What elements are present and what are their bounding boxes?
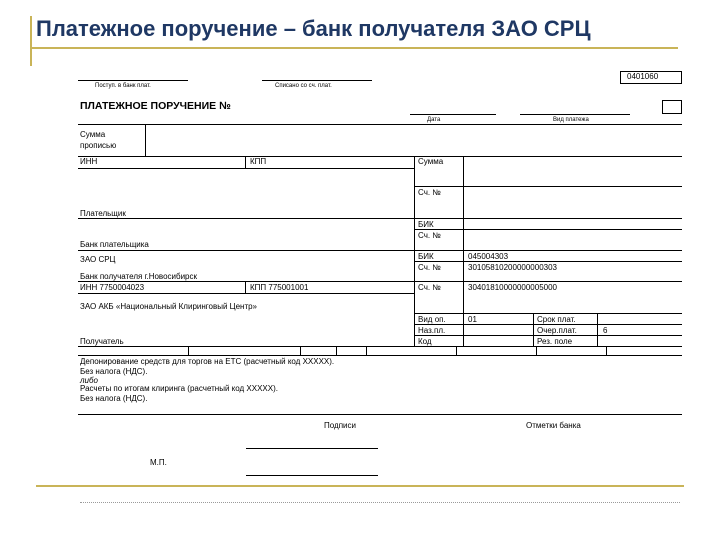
recipient-bik-value: 045004303 — [468, 252, 509, 261]
op-type-top-line — [414, 313, 682, 314]
main-vertical-divider — [414, 156, 415, 346]
payer-inn-label: ИНН — [80, 157, 98, 166]
label-value-divider — [463, 156, 464, 346]
payer-corr-account-label: Сч. № — [418, 231, 441, 240]
op-type-bottom-line — [414, 324, 682, 325]
code-label: Код — [418, 337, 432, 346]
recipient-inn-divider — [245, 281, 246, 293]
payer-inn-divider — [245, 156, 246, 168]
recipient-bank-bottom-line — [78, 281, 682, 282]
recipient-bank-name: ЗАО АКБ «Национальный Клиринговый Центр» — [80, 302, 258, 311]
priority-label: Очер.плат. — [537, 326, 577, 335]
tax-strip-bottom-line — [78, 355, 682, 356]
footer-dotted-line — [80, 502, 680, 503]
recipient-inn: ИНН 7750004023 — [80, 283, 145, 292]
recipient-bik-line — [414, 261, 682, 262]
recipient-label: Получатель — [80, 337, 124, 346]
tax-cell-divider-7 — [606, 346, 607, 355]
purpose-code-bottom-line — [414, 335, 682, 336]
bank-marks-label: Отметки банка — [526, 421, 581, 430]
tax-cell-divider-3 — [336, 346, 337, 355]
sum-words-bottom-line — [78, 156, 682, 157]
purpose-line-2: Без налога (НДС). — [80, 367, 148, 376]
signature-line-2 — [246, 475, 378, 476]
form-code: 0401060 — [627, 72, 659, 81]
purpose-or: либо — [80, 376, 98, 385]
sum-words-label-2: прописью — [80, 141, 117, 150]
payer-row-bottom-line — [78, 218, 682, 219]
tax-cell-divider-6 — [536, 346, 537, 355]
sum-words-label-1: Сумма — [80, 130, 106, 139]
tax-cell-divider-2 — [300, 346, 301, 355]
tax-cell-divider-5 — [456, 346, 457, 355]
purpose-line-3: Расчеты по итогам клиринга (расчетный код ХХХХХ). — [80, 384, 278, 393]
purpose-code-label: Наз.пл. — [418, 326, 446, 335]
recipient-name: ЗАО СРЦ — [80, 255, 116, 264]
recipient-bik-label: БИК — [418, 252, 434, 261]
payer-inn-row-line — [78, 168, 414, 169]
recipient-kpp: КПП 775001001 — [250, 283, 309, 292]
payment-type-line — [520, 114, 630, 115]
codes-middle-divider — [533, 313, 534, 346]
sum-label: Сумма — [418, 157, 444, 166]
purpose-line-1: Депонирование средств для торгов на ЕТС (расчетный код ХХХХХ). — [80, 357, 335, 366]
payer-bik-label: БИК — [418, 220, 434, 229]
stamp-label: М.П. — [150, 458, 167, 467]
payer-bank-bottom-line — [78, 250, 682, 251]
sum-row-bottom-line — [414, 186, 682, 187]
payer-account-label: Сч. № — [418, 188, 441, 197]
payer-bank-label: Банк плательщика — [80, 240, 149, 249]
recipient-corr-account-value: 30105810200000000303 — [468, 263, 557, 272]
payer-bik-line — [414, 229, 682, 230]
payer-kpp-label: КПП — [250, 157, 267, 166]
recipient-account-label: Сч. № — [418, 283, 441, 292]
debited-label: Списано со сч. плат. — [275, 83, 332, 89]
signatures-label: Подписи — [324, 421, 356, 430]
debited-line — [262, 80, 372, 81]
pay-deadline-label: Срок плат. — [537, 315, 576, 324]
recipient-corr-account-label: Сч. № — [418, 263, 441, 272]
recipient-account-value: 30401810000000005000 — [468, 283, 557, 292]
document-title: ПЛАТЕЖНОЕ ПОРУЧЕНИЕ № — [80, 100, 231, 112]
slide-title: Платежное поручение – банк получателя ЗАО СРЦ — [36, 16, 591, 41]
date-line — [410, 114, 496, 115]
footer-rule — [36, 485, 684, 487]
recipient-bank-label: Банк получателя г.Новосибирск — [80, 272, 198, 281]
recipient-inn-row-line — [78, 293, 414, 294]
signature-line-1 — [246, 448, 378, 449]
small-field-box — [662, 100, 682, 114]
purpose-line-4: Без налога (НДС). — [80, 394, 148, 403]
payer-label: Плательщик — [80, 209, 126, 218]
op-type-value: 01 — [468, 315, 477, 324]
op-type-label: Вид оп. — [418, 315, 446, 324]
reserve-label: Рез. поле — [537, 337, 573, 346]
sum-words-divider — [145, 124, 146, 156]
received-line — [78, 80, 188, 81]
tax-cell-divider-4 — [366, 346, 367, 355]
received-bank-label: Поступ. в банк плат. — [95, 83, 151, 89]
sum-words-top-line — [78, 124, 682, 125]
payment-type-label: Вид платежа — [553, 117, 589, 123]
date-label: Дата — [427, 117, 441, 123]
purpose-bottom-line — [78, 414, 682, 415]
recipient-bottom-line — [78, 346, 682, 347]
tax-cell-divider-1 — [188, 346, 189, 355]
codes-right-divider — [597, 313, 598, 346]
priority-value: 6 — [603, 326, 608, 335]
